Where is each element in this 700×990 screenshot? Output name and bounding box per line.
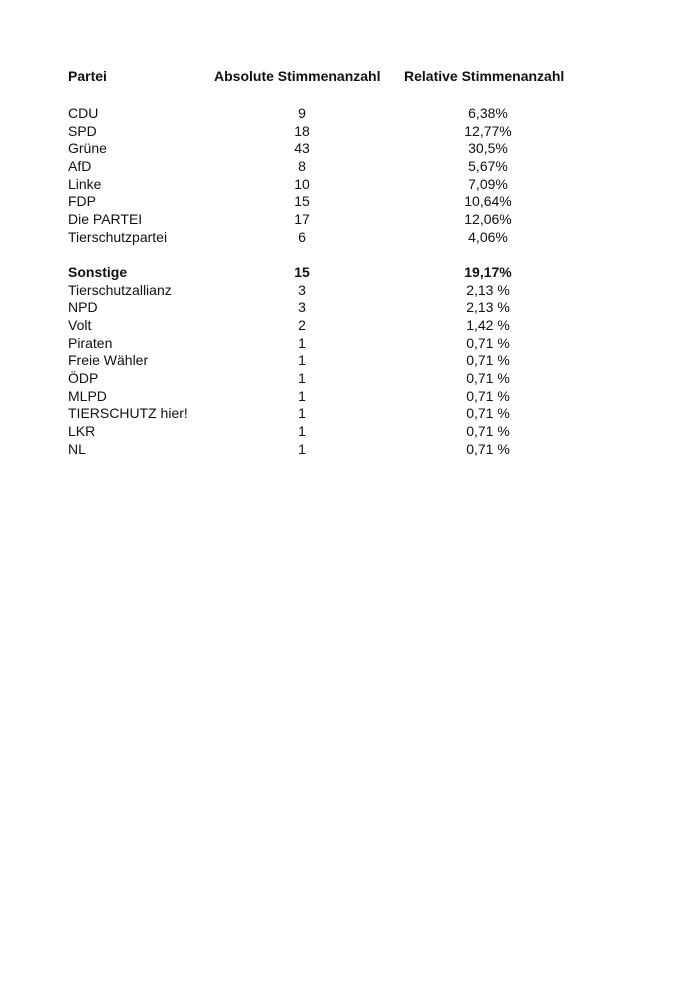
relative-votes: 0,71 %	[466, 352, 510, 368]
table-row	[0, 228, 700, 246]
absolute-votes: 43	[294, 140, 310, 156]
relative-votes: 19,17%	[464, 264, 512, 280]
table-row	[0, 404, 700, 422]
relative-votes: 6,38%	[468, 105, 508, 121]
party-name: Linke	[68, 176, 102, 192]
table-row	[0, 316, 700, 334]
party-name: Freie Wähler	[68, 352, 149, 368]
absolute-votes: 1	[298, 441, 306, 457]
relative-votes: 1,42 %	[466, 317, 510, 333]
party-name: Grüne	[68, 140, 107, 156]
absolute-votes: 1	[298, 335, 306, 351]
absolute-votes: 6	[298, 229, 306, 245]
relative-votes: 0,71 %	[466, 335, 510, 351]
absolute-votes: 17	[294, 211, 310, 227]
table-row	[0, 422, 700, 440]
party-name: Sonstige	[68, 264, 128, 280]
relative-votes: 12,06%	[464, 211, 512, 227]
party-name: SPD	[68, 123, 97, 139]
relative-votes: 0,71 %	[466, 423, 510, 439]
relative-votes: 4,06%	[468, 229, 508, 245]
header-absolute-votes: Absolute Stimmenanzahl	[214, 68, 381, 84]
absolute-votes: 1	[298, 352, 306, 368]
table-row	[0, 210, 700, 228]
table-row	[0, 387, 700, 405]
relative-votes: 7,09%	[468, 176, 508, 192]
party-name: Tierschutzallianz	[68, 282, 172, 298]
relative-votes: 30,5%	[468, 140, 508, 156]
table-row	[0, 192, 700, 210]
table-row	[0, 298, 700, 316]
relative-votes: 0,71 %	[466, 370, 510, 386]
absolute-votes: 3	[298, 282, 306, 298]
party-name: AfD	[68, 158, 92, 174]
relative-votes: 5,67%	[468, 158, 508, 174]
party-name: ÖDP	[68, 370, 99, 386]
party-name: NL	[68, 441, 86, 457]
party-name: Tierschutzpartei	[68, 229, 168, 245]
absolute-votes: 8	[298, 158, 306, 174]
relative-votes: 2,13 %	[466, 282, 510, 298]
table-row	[0, 281, 700, 299]
relative-votes: 0,71 %	[466, 441, 510, 457]
table-row	[0, 139, 700, 157]
party-name: Die PARTEI	[68, 211, 143, 227]
table-row	[0, 122, 700, 140]
table-row	[0, 369, 700, 387]
table-row	[0, 157, 700, 175]
absolute-votes: 15	[294, 264, 310, 280]
absolute-votes: 9	[298, 105, 306, 121]
party-name: NPD	[68, 299, 98, 315]
table-header	[0, 67, 700, 85]
relative-votes: 0,71 %	[466, 388, 510, 404]
absolute-votes: 2	[298, 317, 306, 333]
party-name: MLPD	[68, 388, 107, 404]
absolute-votes: 1	[298, 388, 306, 404]
party-name: CDU	[68, 105, 99, 121]
relative-votes: 10,64%	[464, 193, 512, 209]
table-row	[0, 175, 700, 193]
others-summary-row	[0, 263, 700, 281]
absolute-votes: 3	[298, 299, 306, 315]
relative-votes: 2,13 %	[466, 299, 510, 315]
table-row	[0, 351, 700, 369]
party-name: LKR	[68, 423, 96, 439]
party-name: TIERSCHUTZ hier!	[68, 405, 188, 421]
absolute-votes: 15	[294, 193, 310, 209]
absolute-votes: 1	[298, 405, 306, 421]
table-row	[0, 334, 700, 352]
absolute-votes: 10	[294, 176, 310, 192]
party-name: Volt	[68, 317, 92, 333]
table-row	[0, 440, 700, 458]
absolute-votes: 1	[298, 370, 306, 386]
table-row	[0, 104, 700, 122]
absolute-votes: 18	[294, 123, 310, 139]
header-relative-votes: Relative Stimmenanzahl	[404, 68, 565, 84]
party-name: FDP	[68, 193, 96, 209]
absolute-votes: 1	[298, 423, 306, 439]
relative-votes: 0,71 %	[466, 405, 510, 421]
party-name: Piraten	[68, 335, 113, 351]
relative-votes: 12,77%	[464, 123, 512, 139]
header-party: Partei	[68, 68, 107, 84]
